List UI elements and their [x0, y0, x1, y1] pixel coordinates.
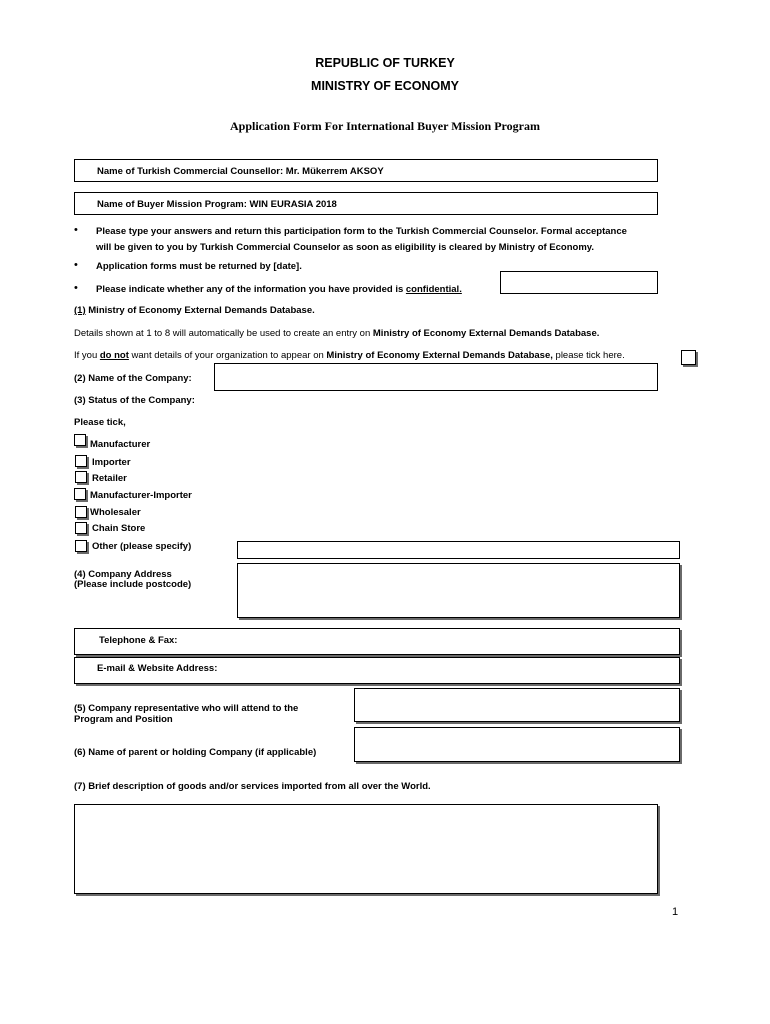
optout-text: [74, 350, 625, 361]
status-option-manufacturer: Manufacturer: [90, 439, 151, 450]
status-option-importer: Importer: [92, 457, 131, 468]
other-specify-input[interactable]: [237, 541, 680, 559]
company-name-label: (2) Name of the Company:: [74, 373, 192, 384]
status-option-manufacturer-importer: Manufacturer-Importer: [90, 490, 192, 501]
status-option-chain-store: Chain Store: [92, 523, 146, 534]
status-option-retailer: Retailer: [92, 473, 127, 484]
counsellor-label: Name of Turkish Commercial Counsellor: Mr. Mükerrem AKSOY: [97, 166, 384, 177]
bullet-1-line-1: Please type your answers and return this participation form to the Turkish Commercial Counselor. Formal acceptance: [96, 226, 627, 237]
program-label: Name of Buyer Mission Program: WIN EURASIA 2018: [97, 199, 337, 210]
bullet-2-marker: •: [74, 259, 78, 271]
section-1-heading: [74, 305, 315, 316]
section-1-title: Ministry of Economy External Demands Database.: [85, 305, 315, 316]
representative-input[interactable]: [354, 688, 680, 722]
optout-bold: Ministry of Economy External Demands Database,: [326, 350, 553, 361]
address-input[interactable]: [237, 563, 680, 618]
counsellor-box: [74, 159, 658, 182]
header-republic: REPUBLIC OF TURKEY: [315, 56, 455, 70]
confidential-input[interactable]: [500, 271, 658, 294]
program-box: [74, 192, 658, 215]
status-option-wholesaler: Wholesaler: [90, 507, 141, 518]
header-ministry: MINISTRY OF ECONOMY: [311, 79, 459, 93]
details-bold: Ministry of Economy External Demands Database.: [372, 328, 600, 339]
bullet-3-text: [96, 284, 462, 295]
telephone-fax-label: Telephone & Fax:: [99, 635, 178, 646]
status-checkbox-retailer[interactable]: [75, 471, 87, 483]
bullet-2-text: Application forms must be returned by [date].: [96, 261, 302, 272]
optout-suffix: please tick here.: [552, 350, 625, 361]
status-checkbox-wholesaler[interactable]: [75, 506, 87, 518]
optout-do-not: do not: [99, 350, 129, 361]
email-website-label: E-mail & Website Address:: [97, 663, 218, 674]
parent-company-label: (6) Name of parent or holding Company (if applicable): [74, 747, 317, 758]
representative-label-line-2: Program and Position: [74, 714, 173, 725]
email-website-box[interactable]: [74, 657, 680, 684]
optout-checkbox[interactable]: [681, 350, 696, 365]
status-option-other: Other (please specify): [92, 541, 192, 552]
confidential-word: confidential.: [405, 284, 462, 295]
bullet-1-marker: •: [74, 224, 78, 236]
bullet-1-line-2: will be given to you by Turkish Commercial Counselor as soon as eligibility is cleared by Ministry of Economy.: [96, 242, 594, 253]
bullet-3-marker: •: [74, 282, 78, 294]
page-number: 1: [672, 906, 679, 918]
status-checkbox-manufacturer-importer[interactable]: [74, 488, 86, 500]
form-title: Application Form For International Buyer Mission Program: [230, 119, 540, 133]
status-checkbox-importer[interactable]: [75, 455, 87, 467]
please-tick-label: Please tick,: [74, 417, 126, 428]
status-label: (3) Status of the Company:: [74, 395, 195, 406]
address-label-line-2: (Please include postcode): [74, 579, 192, 590]
address-label-line-1: (4) Company Address: [74, 569, 172, 580]
telephone-fax-box[interactable]: [74, 628, 680, 655]
representative-label-line-1: (5) Company representative who will attend to the: [74, 703, 299, 714]
parent-company-input[interactable]: [354, 727, 680, 762]
status-checkbox-manufacturer[interactable]: [74, 434, 86, 446]
optout-middle: want details of your organization to appear on: [128, 350, 327, 361]
optout-prefix: If you: [74, 350, 100, 361]
details-text: [74, 328, 599, 339]
goods-description-label: (7) Brief description of goods and/or services imported from all over the World.: [74, 781, 431, 792]
section-1-number: (1): [74, 305, 86, 316]
goods-description-input[interactable]: [74, 804, 658, 894]
company-name-input[interactable]: [214, 363, 658, 391]
bullet-3-prefix: Please indicate whether any of the information you have provided is: [96, 284, 406, 295]
details-prefix: Details shown at 1 to 8 will automatically be used to create an entry on: [74, 328, 373, 339]
status-checkbox-chain-store[interactable]: [75, 522, 87, 534]
status-checkbox-other[interactable]: [75, 540, 87, 552]
